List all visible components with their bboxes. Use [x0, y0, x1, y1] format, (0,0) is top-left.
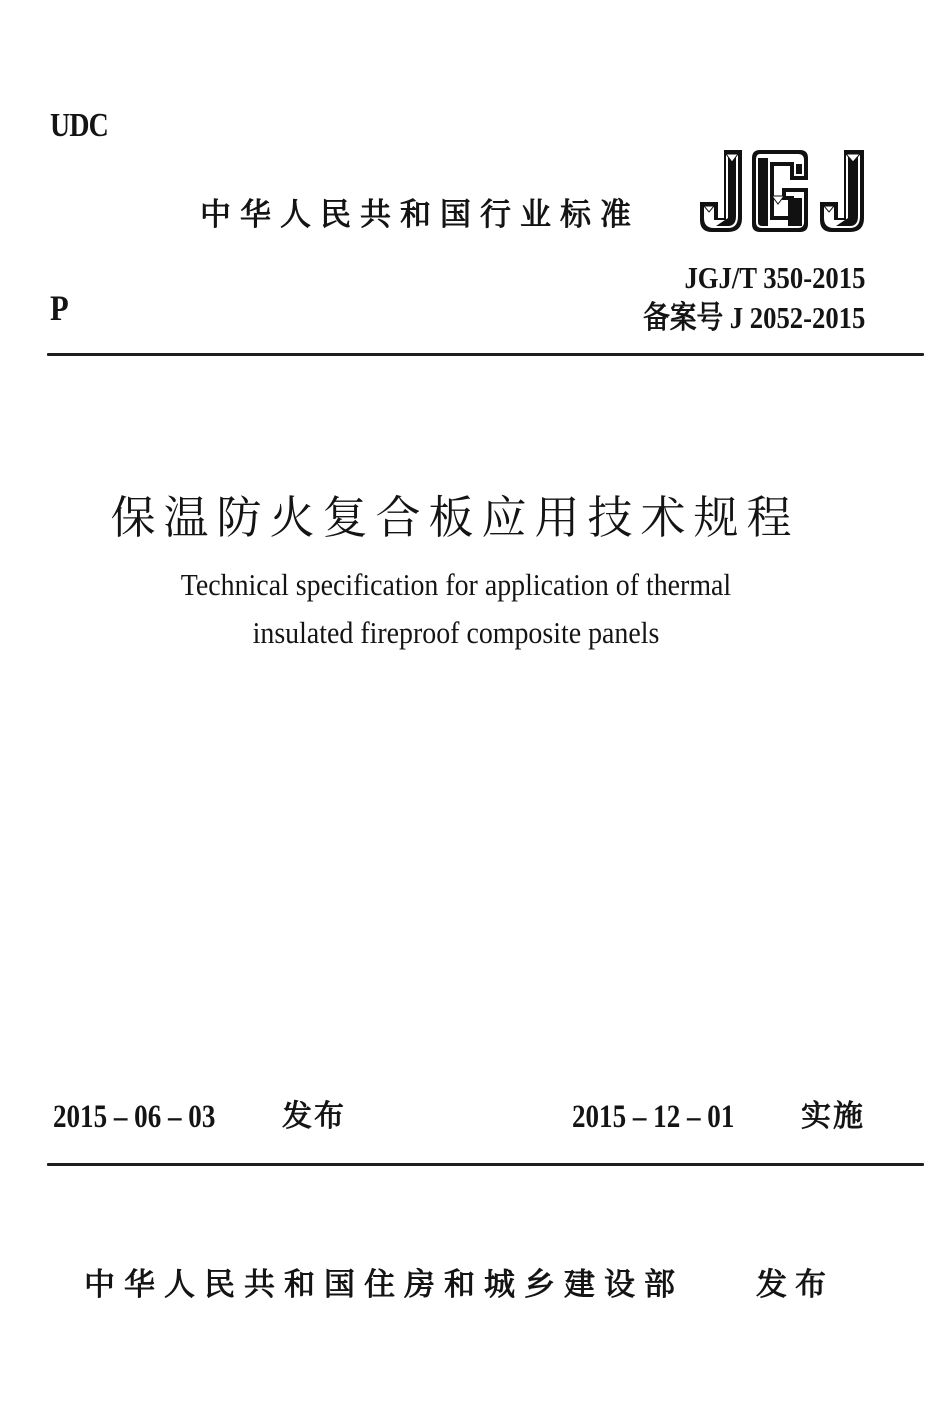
issue-label: 发布 [282, 1099, 346, 1134]
logo-letter-j-left [700, 150, 742, 232]
title-chinese: 保温防火复合板应用技术规程 [110, 491, 800, 544]
logo-letter-j-right [820, 150, 864, 232]
logo-letter-g [752, 150, 808, 232]
implementation-date: 2015 – 12 – 01 [572, 1099, 735, 1135]
issue-date-block [53, 1097, 346, 1137]
issuing-authority: 中华人民共和国住房和城乡建设部 [84, 1267, 684, 1303]
title-english-line-2: insulated fireproof composite panels [252, 615, 660, 650]
udc-label: UDC [50, 107, 108, 144]
title-english-line-1: Technical specification for application of thermal [180, 567, 732, 602]
bottom-divider [47, 1163, 924, 1166]
implementation-label: 实施 [801, 1099, 865, 1134]
implementation-date-block [572, 1097, 865, 1137]
record-number: 备案号 J 2052-2015 [642, 300, 865, 335]
top-divider [47, 353, 924, 356]
issue-date: 2015 – 06 – 03 [53, 1099, 216, 1135]
issuing-action: 发布 [756, 1267, 834, 1303]
standard-number: JGJ/T 350-2015 [684, 260, 865, 295]
classification-label: P [50, 288, 69, 328]
jgj-logo-icon [698, 148, 868, 234]
standard-type-heading: 中华人民共和国行业标准 [200, 197, 640, 233]
